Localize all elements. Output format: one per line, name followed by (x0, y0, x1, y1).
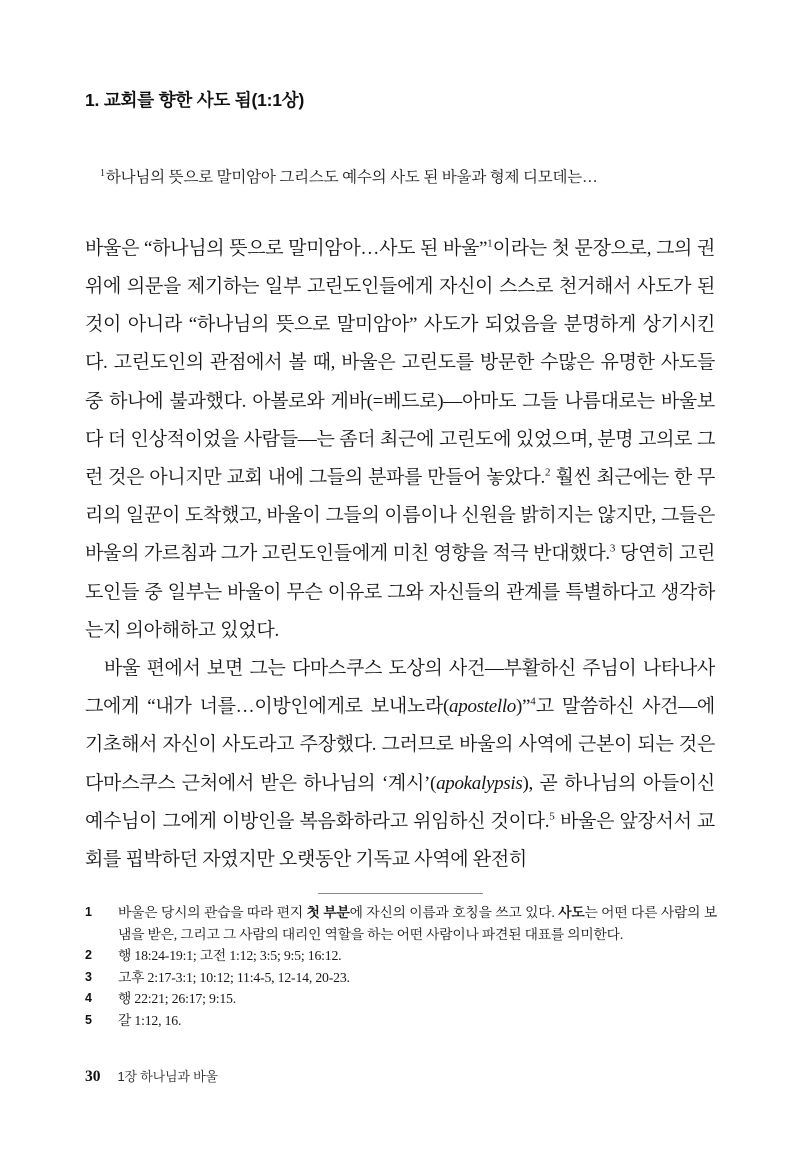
page-footer (85, 1066, 218, 1086)
verse-number: 1 (100, 167, 105, 179)
text-run: apostello (449, 696, 517, 718)
body-paragraph (85, 650, 715, 879)
text-run: 행 18:24-19:1; 고전 1:12; 3:5; 9:5; 16:12. (118, 948, 342, 964)
body-text (85, 230, 715, 879)
footnotes (85, 902, 717, 1031)
text-run: 고 말씀하신 사건—에 기초해서 자신이 사도라고 주장했다. 그러므로 바울의 사역에 근본이 되는 것은 다마스쿠스 근처에서 받은 하나님의 ‘계시’( (85, 696, 715, 794)
text-run: ), 곧 하나님의 아들이신 예수님이 그에게 이방인을 복음화하라고 위임하신 것이다. (85, 772, 715, 832)
epigraph-text: 하나님의 뜻으로 말미암아 그리스도 예수의 사도 된 바울과 형제 디모데는… (105, 168, 598, 186)
text-run: 사도 (558, 905, 585, 921)
text-run: 당연히 고린도인들 중 일부는 바울이 무슨 이유로 그와 자신들의 관계를 특별하다고 생각하는지 의아해하고 있었다. (85, 543, 716, 641)
text-run: 갈 1:12, 16. (118, 1012, 182, 1028)
footnote (85, 967, 717, 989)
text-run: 는 어떤 다른 사람의 보냄을 받은, 그리고 그 사람의 대리인 역할을 하는 어떤 사람이나 파견된 대표를 의미한다. (118, 905, 717, 942)
footnote (85, 1010, 717, 1032)
footnote-separator (318, 893, 483, 894)
text-run: apokalypsis (436, 772, 523, 794)
footnote-text (118, 967, 717, 989)
footnote-text (118, 902, 717, 945)
epigraph (85, 166, 715, 190)
page-number: 30 (85, 1068, 101, 1085)
footnote (85, 988, 717, 1010)
footnote-text (118, 1010, 717, 1032)
text-run: 바울은 “하나님의 뜻으로 말미암아…사도 된 바울” (85, 237, 488, 259)
body-paragraph (85, 230, 715, 650)
footnote (85, 945, 717, 967)
footnote (85, 902, 717, 945)
text-run: 바울은 앞장서서 교회를 핍박하던 자였지만 오랫동안 기독교 사역에 완전히 (85, 810, 715, 870)
footnote-number: 4 (85, 991, 92, 1006)
text-run: 바울 편에서 보면 그는 다마스쿠스 도상의 사건—부활하신 주님이 나타나사 그에게 “내가 너를…이방인에게로 보내노라( (85, 657, 715, 718)
footnote-ref: 4 (530, 695, 536, 708)
footnote-number: 5 (85, 1012, 92, 1027)
section-title: 1. 교회를 향한 사도 됨(1:1상) (85, 89, 305, 110)
footnote-number: 2 (85, 948, 92, 963)
footnote-ref: 2 (544, 466, 551, 479)
footnote-ref: 1 (487, 237, 493, 250)
footnote-ref: 3 (609, 543, 616, 556)
text-run: 에 자신의 이름과 호칭을 쓰고 있다. (349, 905, 559, 921)
text-run: 고후 2:17-3:1; 10:12; 11:4-5, 12-14, 20-23. (118, 969, 350, 985)
footnote-ref: 5 (549, 810, 555, 823)
text-run: 훨씬 최근에는 한 무리의 일꾼이 도착했고, 바울이 그들의 이름이나 신원을 밝히지는 않지만, 그들은 바울의 가르침과 그가 고린도인들에게 미친 영향을 적극 반대했다. (85, 466, 716, 565)
text-run: 이라는 첫 문장으로, 그의 권위에 의문을 제기하는 일부 고린도인들에게 자신이 스스로 천거해서 사도가 된 것이 아니라 “하나님의 뜻으로 말미암아” 사도가 되었음을 분명하게 상기시킨다. 고린도인의 관점에서 볼 때, 바울은 고린도를 방문한 수많은 유명한 사도들 중 하나에 불과했다. 아볼로와 게바(=베드로)—아마도 그들 나름대로는 바울보다 더 인상적이었을 사람들—는 좀더 최근에 고린도에 있었으며, 분명 고의로 그런 것은 아니지만 교회 내에 그들의 분파를 만들어 놓았다. (85, 237, 715, 488)
text-run: )” (516, 696, 531, 718)
footnote-text (118, 945, 717, 967)
footnote-number: 1 (85, 905, 92, 920)
running-head: 1장 하나님과 바울 (117, 1069, 218, 1084)
footnote-number: 3 (85, 969, 92, 984)
footnote-text (118, 988, 717, 1010)
text-run: 행 22:21; 26:17; 9:15. (118, 991, 236, 1007)
text-run: 첫 부분 (306, 905, 350, 921)
text-run: 바울은 당시의 관습을 따라 편지 (118, 905, 307, 921)
